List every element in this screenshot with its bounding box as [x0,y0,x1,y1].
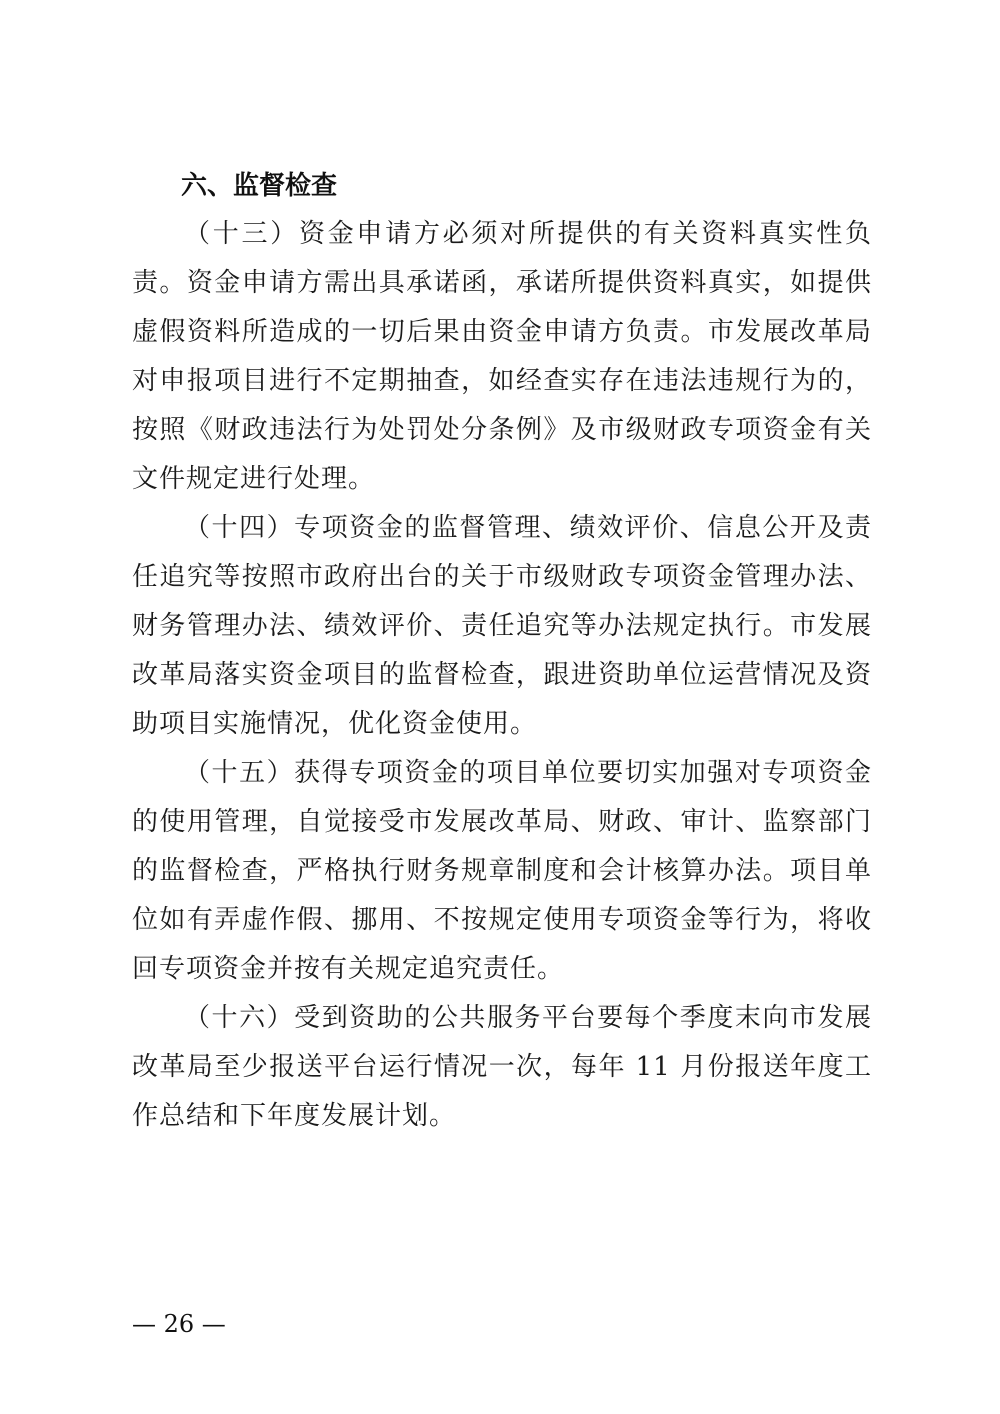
section-heading: 六、监督检查 [181,171,338,201]
paragraph-16: （十六）受到资助的公共服务平台要每个季度末向市发展改革局至少报送平台运行情况一次，每年 11 月份报送年度工作总结和下年度发展计划。 [132,1003,872,1131]
body-text [132,210,872,1141]
page-number: — 26 — [132,1310,226,1338]
paragraph-13: （十三）资金申请方必须对所提供的有关资料真实性负责。资金申请方需出具承诺函，承诺所提供资料真实，如提供虚假资料所造成的一切后果由资金申请方负责。市发展改革局对申报项目进行不定期抽查，如经查实存在违法违规行为的，按照《财政违法行为处罚处分条例》及市级财政专项资金有关文件规定进行处理。 [132,219,872,494]
paragraph-14: （十四）专项资金的监督管理、绩效评价、信息公开及责任追究等按照市政府出台的关于市级财政专项资金管理办法、财务管理办法、绩效评价、责任追究等办法规定执行。市发展改革局落实资金项目的监督检查，跟进资助单位运营情况及资助项目实施情况，优化资金使用。 [132,513,872,739]
paragraph-15: （十五）获得专项资金的项目单位要切实加强对专项资金的使用管理，自觉接受市发展改革局、财政、审计、监察部门的监督检查，严格执行财务规章制度和会计核算办法。项目单位如有弄虚作假、挪用、不按规定使用专项资金等行为，将收回专项资金并按有关规定追究责任。 [132,758,872,984]
